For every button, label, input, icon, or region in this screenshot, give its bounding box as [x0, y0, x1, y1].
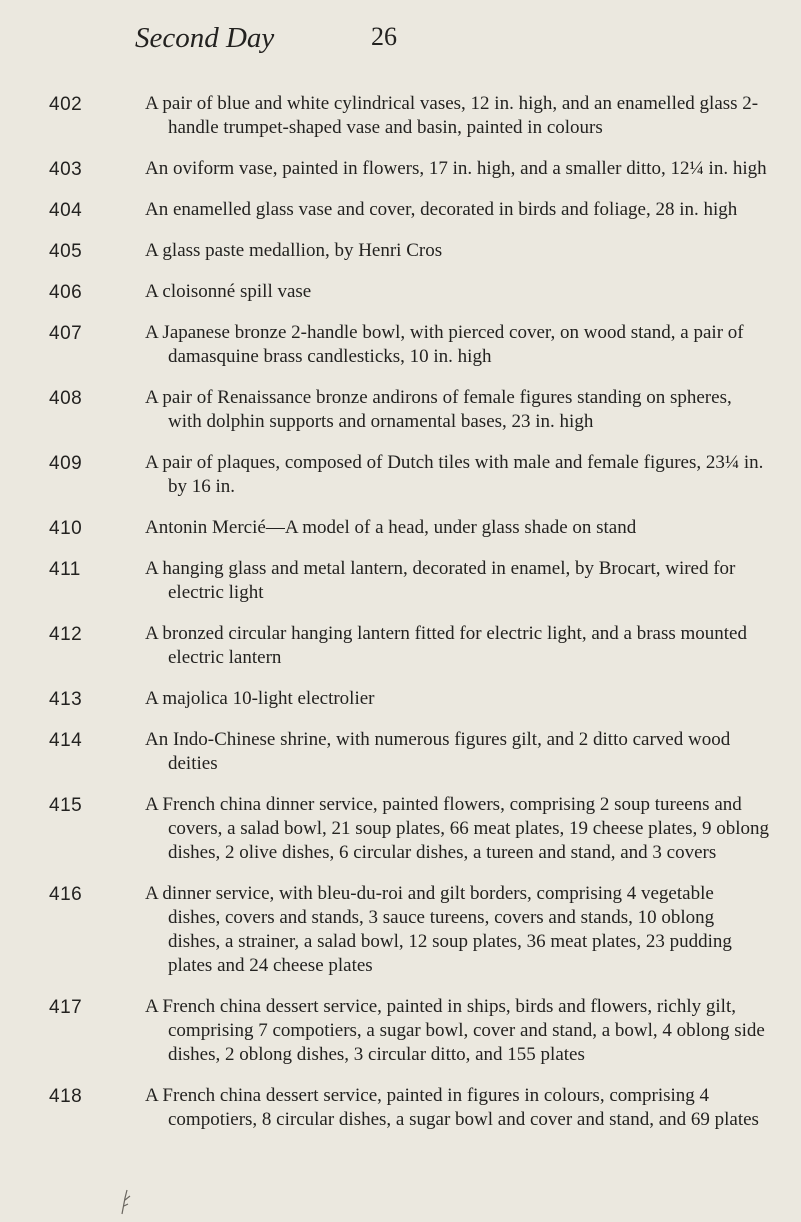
page-header	[135, 22, 695, 52]
lot-description: A French china dinner service, painted flowers, comprising 2 soup tureens and covers, a salad bowl, 21 soup plates, 66 meat plates, 19 cheese plates, 9 oblong dishes, 2 olive dishes, 6 circular dishes, a tureen and stand, and 3 covers	[145, 794, 769, 863]
lot-number: 416	[49, 884, 83, 905]
lot-description: An enamelled glass vase and cover, decorated in birds and foliage, 28 in. high	[145, 199, 738, 220]
lot-number: 415	[49, 795, 83, 816]
lot-number: 412	[49, 624, 83, 645]
lot-number: 414	[49, 730, 83, 751]
lot-number: 413	[49, 689, 83, 710]
lot-description: A French china dessert service, painted in ships, birds and flowers, richly gilt, comprising 7 compotiers, a sugar bowl, cover and stand, a bowl, 4 oblong side dishes, 2 oblong dishes, 3 circular ditto, and 155 plates	[145, 996, 765, 1065]
lot-number: 406	[49, 282, 83, 303]
lot-description: A pair of blue and white cylindrical vases, 12 in. high, and an enamelled glass 2-handle trumpet-shaped vase and basin, painted in colours	[145, 93, 759, 138]
lot-description: An Indo-Chinese shrine, with numerous figures gilt, and 2 ditto carved wood deities	[145, 729, 731, 774]
lot-number: 409	[49, 453, 83, 474]
lot-number: 407	[49, 323, 83, 344]
lot-description: A cloisonné spill vase	[145, 281, 312, 302]
page-number: 26	[371, 22, 397, 51]
lot-description: A pair of plaques, composed of Dutch tiles with male and female figures, 23¼ in. by 16 in.	[145, 452, 764, 497]
sale-day-title: Second Day	[135, 22, 275, 54]
lot-description: A majolica 10-light electrolier	[145, 688, 375, 709]
lot-description: Antonin Mercié—A model of a head, under glass shade on stand	[145, 517, 637, 538]
lot-description: A hanging glass and metal lantern, decorated in enamel, by Brocart, wired for electric light	[145, 558, 736, 603]
lot-description: A dinner service, with bleu-du-roi and gilt borders, comprising 4 vegetable dishes, covers and stands, 3 sauce tureens, covers and stands, 10 oblong dishes, a strainer, a salad bowl, 12 soup plates, 36 meat plates, 23 pudding plates and 24 cheese plates	[145, 883, 732, 976]
lot-number: 403	[49, 159, 83, 180]
lot-description: An oviform vase, painted in flowers, 17 in. high, and a smaller ditto, 12¼ in. high	[145, 158, 767, 179]
lot-number: 408	[49, 388, 83, 409]
lot-number: 417	[49, 997, 83, 1018]
lot-number: 418	[49, 1086, 83, 1107]
lot-number: 410	[49, 518, 83, 539]
lot-number: 405	[49, 241, 83, 262]
lot-description: A glass paste medallion, by Henri Cros	[145, 240, 443, 261]
lot-number: 404	[49, 200, 83, 221]
lot-number: 402	[49, 94, 83, 115]
lot-number: 411	[49, 559, 81, 580]
pencil-mark-icon	[118, 1176, 138, 1216]
lot-description: A pair of Renaissance bronze andirons of female figures standing on spheres, with dolphin supports and ornamental bases, 23 in. high	[145, 387, 732, 432]
lot-description: A bronzed circular hanging lantern fitted for electric light, and a brass mounted electric lantern	[145, 623, 747, 668]
lot-description: A Japanese bronze 2-handle bowl, with pierced cover, on wood stand, a pair of damasquine brass candlesticks, 10 in. high	[145, 322, 744, 367]
lot-description: A French china dessert service, painted in figures in colours, comprising 4 compotiers, 8 circular dishes, a sugar bowl and cover and stand, and 69 plates	[145, 1085, 759, 1130]
